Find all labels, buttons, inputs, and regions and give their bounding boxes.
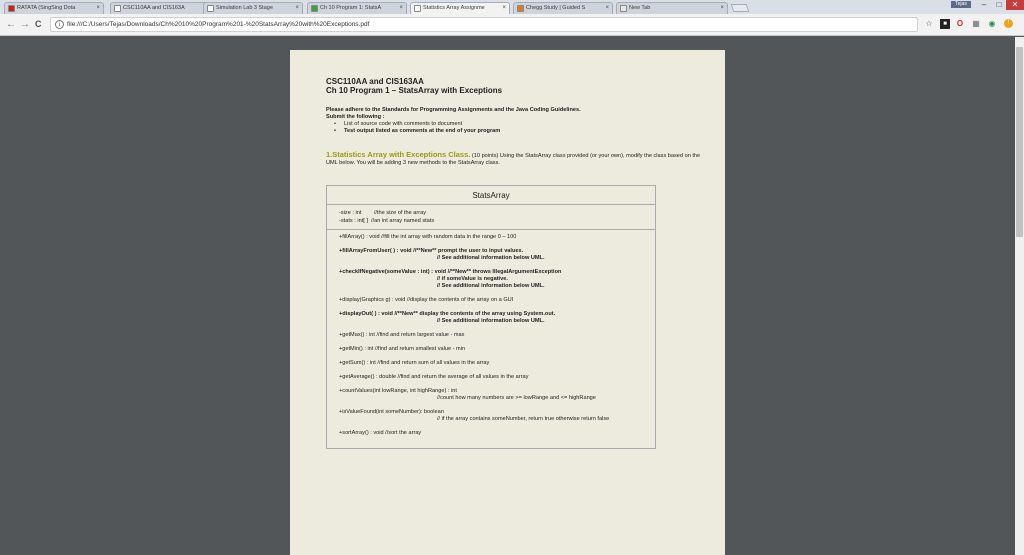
browser-tab[interactable] xyxy=(307,2,407,14)
uml-method-note: // if the array contains someNumber, return true otherwise return false xyxy=(437,416,610,422)
uml-method-signature: +isValueFound(int someNumber): boolean xyxy=(339,409,444,415)
uml-method xyxy=(339,248,643,262)
uml-method xyxy=(339,346,643,353)
uml-method-signature: +fillArray() : void //fill the int array with random data in the range 0 – 100 xyxy=(339,234,517,240)
submission-list xyxy=(344,121,706,135)
reload-icon[interactable]: C xyxy=(35,19,42,29)
extension-grid-icon[interactable]: ▦ xyxy=(972,19,980,28)
uml-method xyxy=(339,430,643,437)
uml-method-note: // See additional information below UML. xyxy=(437,283,545,289)
uml-method-note: // if someValue is negative. xyxy=(437,276,508,282)
uml-method xyxy=(339,374,643,381)
extension-circle-icon[interactable]: ◉ xyxy=(988,19,996,28)
tab-favicon-icon xyxy=(207,5,214,12)
uml-method xyxy=(339,297,643,304)
uml-method-signature: +getMin() : int //find and return smallest value - min xyxy=(339,346,466,352)
tab-label: Chegg Study | Guided S xyxy=(526,5,586,11)
close-tab-icon[interactable]: × xyxy=(605,5,609,11)
profile-badge[interactable]: Tejas xyxy=(951,1,971,8)
browser-tab[interactable] xyxy=(616,2,728,14)
tab-strip xyxy=(0,0,1024,14)
maximize-button[interactable]: □ xyxy=(996,0,1002,9)
page-info-icon[interactable]: i xyxy=(55,20,64,29)
tab-favicon-icon xyxy=(311,5,318,12)
uml-method-note: // See additional information below UML. xyxy=(437,255,545,261)
forward-icon[interactable]: → xyxy=(20,19,30,30)
bookmark-star-icon[interactable]: ☆ xyxy=(925,19,933,28)
uml-method xyxy=(339,311,643,325)
tab-favicon-icon xyxy=(8,5,15,12)
tab-label: New Tab xyxy=(629,5,651,11)
uml-methods xyxy=(327,230,655,448)
browser-tab[interactable] xyxy=(513,2,613,14)
close-tab-icon[interactable]: × xyxy=(96,5,100,11)
menu-icon[interactable]: ! xyxy=(1004,19,1013,28)
document-title: Ch 10 Program 1 – StatsArray with Exceptions xyxy=(326,86,503,95)
close-tab-icon[interactable]: × xyxy=(295,5,299,11)
uml-method xyxy=(339,269,643,290)
uml-method-signature: +fillArrayFromUser( ) : void //**New** prompt the user to input values. xyxy=(339,248,524,254)
browser-tab[interactable] xyxy=(410,2,510,14)
uml-method-signature: +displayOut( ) : void //**New** display the contents of the array using System.out. xyxy=(339,311,556,317)
address-bar[interactable] xyxy=(50,17,918,32)
browser-tab[interactable] xyxy=(110,2,210,14)
problem-text: (10 points) Using the StatsArray class provided (or your own), modify the class based on the UML below. You will be adding 3 new methods to the StatsArray class. xyxy=(326,153,701,166)
close-tab-icon[interactable]: × xyxy=(502,5,506,11)
uml-method-signature: +sortArray() : void //sort the array xyxy=(339,430,422,436)
browser-toolbar xyxy=(0,14,1024,36)
extension-icon[interactable]: ■ xyxy=(940,19,950,29)
address-url[interactable]: file:///C:/Users/Tejas/Downloads/Ch%2010%20Program%201-%20StatsArray%20with%20Exceptions.pdf xyxy=(67,21,370,28)
uml-method-note: //count how many numbers are >= lowRange and <= highRange xyxy=(437,395,596,401)
uml-field: -size : int //the size of the array xyxy=(339,210,427,216)
list-item: • List of source code with comments to document xyxy=(344,121,706,128)
instructions-line: Please adhere to the Standards for Programming Assignments and the Java Coding Guidelines. xyxy=(326,107,581,113)
list-item: • Test output listed as comments at the end of your program xyxy=(344,128,706,135)
instructions xyxy=(326,107,706,121)
close-window-button[interactable]: ✕ xyxy=(1006,0,1024,10)
tab-favicon-icon xyxy=(620,5,627,12)
pdf-page xyxy=(290,50,725,555)
close-tab-icon[interactable]: × xyxy=(399,5,403,11)
tab-label: Ch 10 Program 1: StatsA xyxy=(320,5,382,11)
browser-tab[interactable] xyxy=(203,2,303,14)
uml-method-signature: +countValues(int lowRange, int highRange) : int xyxy=(339,388,457,394)
document-body xyxy=(326,77,706,436)
tab-label: Statistics Array Assignme xyxy=(423,5,485,11)
uml-method xyxy=(339,234,643,241)
scrollbar-thumb[interactable] xyxy=(1016,47,1023,237)
course-heading: CSC110AA and CIS163AA xyxy=(326,77,424,86)
uml-field: -stats : int[ ] //an int array named stats xyxy=(339,218,435,224)
problem-title: 1.Statistics Array with Exceptions Class. xyxy=(326,150,471,159)
tab-favicon-icon xyxy=(114,5,121,12)
new-tab-button[interactable] xyxy=(731,4,750,12)
uml-method xyxy=(339,332,643,339)
uml-method xyxy=(339,388,643,402)
back-icon[interactable]: ← xyxy=(6,19,16,30)
close-tab-icon[interactable]: × xyxy=(720,5,724,11)
opera-extension-icon[interactable]: O xyxy=(956,19,964,28)
uml-method xyxy=(339,360,643,367)
tab-favicon-icon xyxy=(517,5,524,12)
tab-label: CSC110AA and CIS163A xyxy=(123,5,185,11)
uml-method xyxy=(339,409,643,423)
uml-method-signature: +getSum() : int //find and return sum of all values in the array xyxy=(339,360,490,366)
uml-class-name: StatsArray xyxy=(327,186,655,205)
minimize-button[interactable]: – xyxy=(981,0,987,9)
uml-fields xyxy=(327,205,655,230)
uml-diagram xyxy=(326,185,656,449)
uml-method-note: // See additional information below UML. xyxy=(437,318,545,324)
uml-method-signature: +display(Graphics g) : void //display the contents of the array on a GUI xyxy=(339,297,514,303)
uml-method-signature: +getMax() : int //find and return largest value - max xyxy=(339,332,465,338)
browser-tab[interactable] xyxy=(4,2,104,14)
page-scrollbar[interactable] xyxy=(1015,37,1024,555)
tab-favicon-icon xyxy=(414,5,421,12)
tab-label: Simulation Lab 3 Stage xyxy=(216,5,273,11)
tab-label: RATATA (SingSing Dota xyxy=(17,5,76,11)
uml-method-signature: +getAverage() : double //find and return the average of all values in the array xyxy=(339,374,529,380)
submit-line: Submit the following : xyxy=(326,114,385,120)
problem-statement xyxy=(326,151,706,167)
uml-method-signature: +checkIfNegative(someValue : int) : void //**New** throws IllegalArgumentException xyxy=(339,269,562,275)
